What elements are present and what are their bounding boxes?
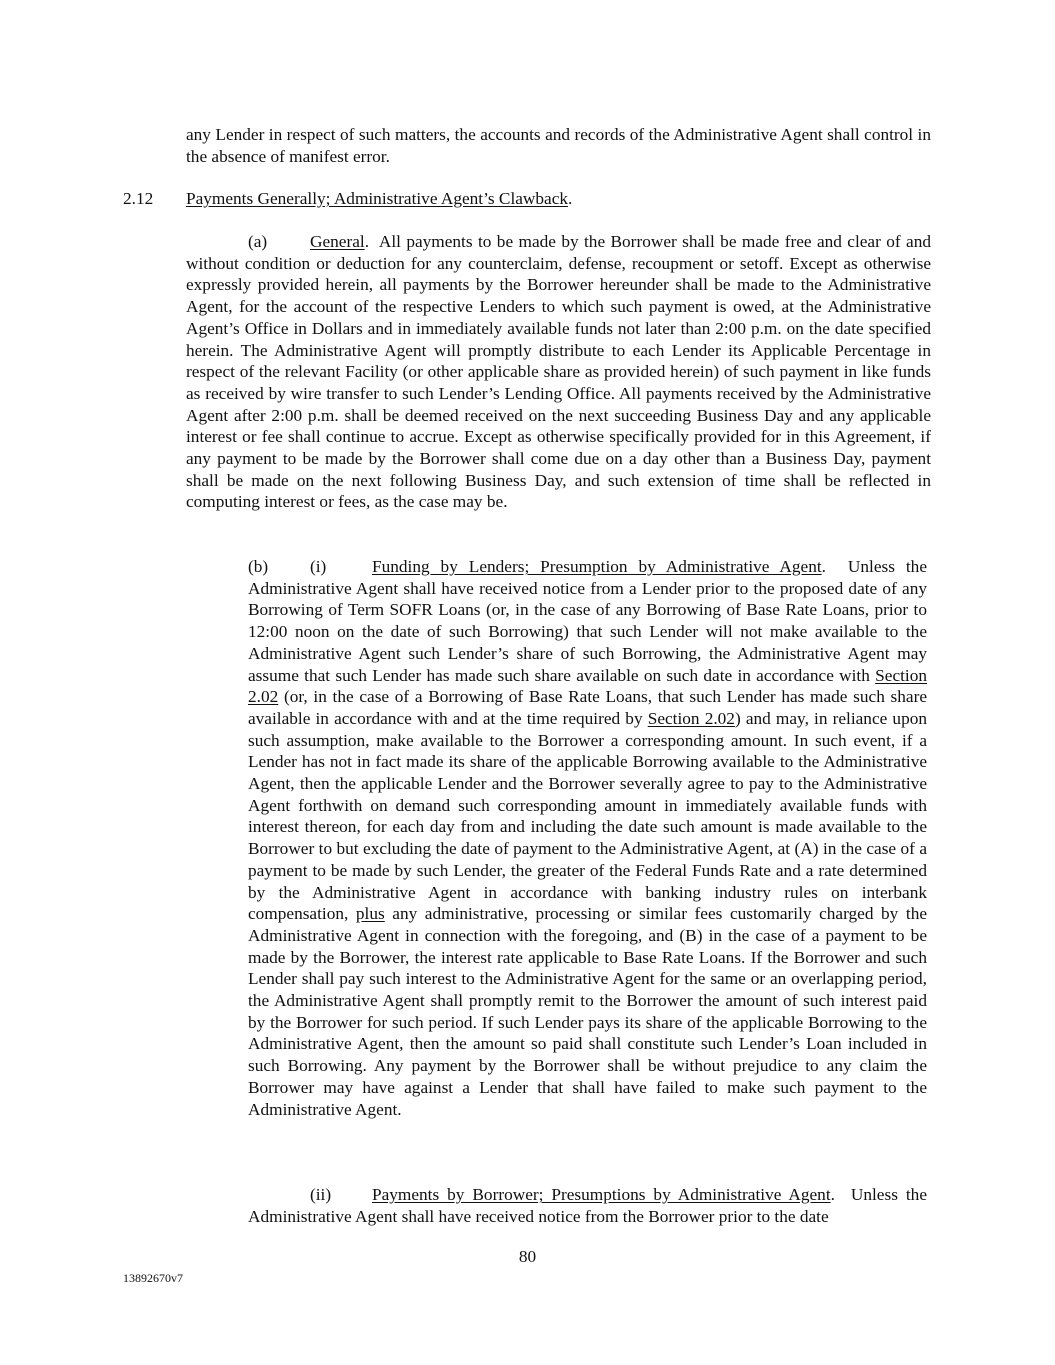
- paragraph-b: [248, 556, 927, 1120]
- section-number: 2.12: [123, 189, 154, 208]
- page-number: 80: [518, 1247, 537, 1266]
- paragraph-ii-heading: Payments by Borrower; Presumptions by Administrative Agent: [372, 1185, 831, 1204]
- plus-term: plus: [355, 904, 385, 924]
- section-reference: Section 2.02: [647, 708, 735, 728]
- paragraph-a-heading: General: [310, 232, 365, 251]
- paragraph-b-text-2: (or, in the case of a Borrowing of Base Rate Loans, that such Lender has made such share available in accordance with and at the time required by: [248, 687, 927, 728]
- paragraph-b-label: (b): [248, 557, 269, 576]
- paragraph-b-heading-end: .: [821, 557, 826, 576]
- paragraph-b-heading: Funding by Lenders; Presumption by Administrative Agent: [372, 557, 822, 576]
- section-title-end: .: [568, 189, 573, 208]
- section-heading: [123, 188, 933, 210]
- paragraph-a-label: (a): [248, 232, 268, 251]
- section-reference: Section 2.02: [248, 665, 927, 707]
- paragraph-a-body: All payments to be made by the Borrower shall be made free and clear of and without condition or deduction for any counterclaim, defense, recoupment or setoff. Except as otherwise expressly provided herein, all payments by the Borrower hereunder shall be made to the Administrative Agent, for the account of the respective Lenders to which such payment is owed, at the Administrative Agent’s Office in Dollars and in immediately available funds not later than 2:00 p.m. on the date specified herein. The Administrative Agent will promptly distribute to each Lender its Applicable Percentage in respect of the relevant Facility (or other applicable share as provided herein) of such payment in like funds as received by wire transfer to such Lender’s Lending Office. All payments received by the Administrative Agent after 2:00 p.m. shall be deemed received on the next succeeding Business Day and any applicable interest or fee shall continue to accrue. Except as otherwise specifically provided for in this Agreement, if any payment to be made by the Borrower shall come due on a day other than a Business Day, payment shall be made on the next following Business Day, and such extension of time shall be reflected in computing interest or fees, as the case may be.: [186, 232, 932, 512]
- paragraph-ii-body: Unless the Administrative Agent shall have received notice from the Borrower prior to the date: [248, 1185, 927, 1226]
- paragraph-b-ii: [248, 1184, 927, 1227]
- section-title: Payments Generally; Administrative Agent’s Clawback: [186, 189, 569, 208]
- intro-paragraph: [186, 124, 931, 167]
- paragraph-a: [186, 231, 931, 513]
- paragraph-b-text-1: Unless the Administrative Agent shall have received notice from a Lender prior to the proposed date of any Borrowing of Term SOFR Loans (or, in the case of any Borrowing of Base Rate Loans, prior to 12:00 noon on the date of such Borrowing) that such Lender will not make available to the Administrative Agent such Lender’s share of such Borrowing, the Administrative Agent may assume that such Lender has made such share available on such date in accordance with: [248, 557, 927, 685]
- intro-text: any Lender in respect of such matters, the accounts and records of the Administrative Agent shall control in the absence of manifest error.: [186, 125, 931, 166]
- paragraph-b-sublabel: (i): [310, 557, 327, 576]
- paragraph-ii-label: (ii): [310, 1185, 332, 1204]
- document-id: 13892670v7: [123, 1271, 183, 1285]
- paragraph-a-heading-end: .: [364, 232, 370, 251]
- paragraph-b-text-4: any administrative, processing or similar fees customarily charged by the Administrative Agent in connection with the foregoing, and (B) in the case of a payment to be made by the Borrower, the interest rate applicable to Base Rate Loans. If the Borrower and such Lender shall pay such interest to the Administrative Agent for the same or an overlapping period, the Administrative Agent shall promptly remit to the Borrower the amount of such interest paid by the Borrower for such period. If such Lender pays its share of the applicable Borrowing to the Administrative Agent, then the amount so paid shall constitute such Lender’s Loan included in such Borrowing. Any payment by the Borrower shall be without prejudice to any claim the Borrower may have against a Lender that shall have failed to make such payment to the Administrative Agent.: [248, 904, 927, 1119]
- paragraph-ii-heading-end: .: [830, 1185, 835, 1204]
- paragraph-b-text-3: ) and may, in reliance upon such assumption, make available to the Borrower a corresponding amount. In such event, if a Lender has not in fact made its share of the applicable Borrowing available to the Administrative Agent, then the applicable Lender and the Borrower severally agree to pay to the Administrative Agent forthwith on demand such corresponding amount in immediately available funds with interest thereon, for each day from and including the date such amount is made available to the Borrower to but excluding the date of payment to the Administrative Agent, at (A) in the case of a payment to be made by such Lender, the greater of the Federal Funds Rate and a rate determined by the Administrative Agent in accordance with banking industry rules on interbank compensation,: [248, 708, 927, 924]
